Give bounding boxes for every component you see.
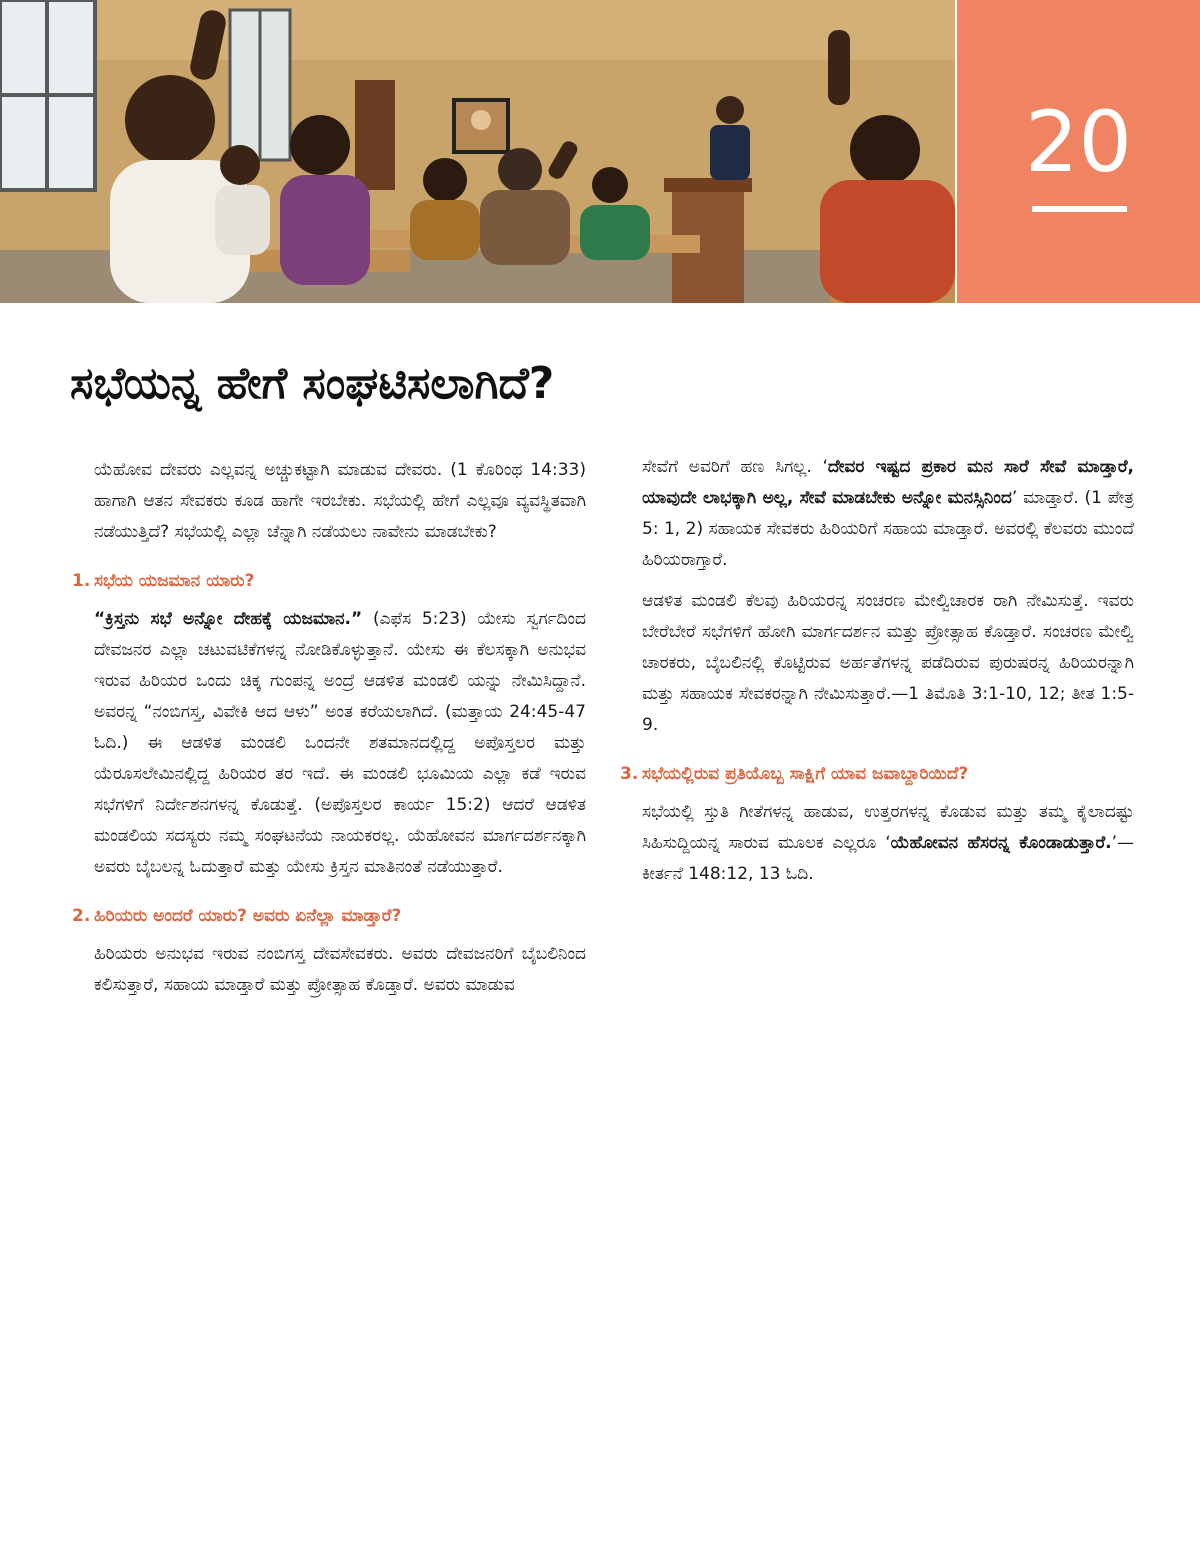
answer-text: ಸಭೆಯಲ್ಲಿ ಸ್ತುತಿ ಗೀತೆಗಳನ್ನ ಹಾಡುವ, ಉತ್ತರಗಳನ್ನ ಕೊಡುವ ಮತ್ತು ತಮ್ಮ ಕೈಲಾದಷ್ಟು ಸಿಹಿಸುದ್ದಿಯನ್ನ ಸಾರುವ ಮೂಲಕ ಎಲ್ಲರೂ ‘ bbox=[642, 802, 1134, 853]
answer-paragraph-2: ಹಿರಿಯರು ಅನುಭವ ಇರುವ ನಂಬಿಗಸ್ತ ದೇವಸೇವಕರು. ಅವರು ದೇವಜನರಿಗೆ ಬೈಬಲಿನಿಂದ ಕಲಿಸುತ್ತಾರೆ, ಸಹಾಯ ಮಾಡ್ತಾರೆ ಮತ್ತು ಪ್ರೋತ್ಸಾಹ ಕೊಡ್ತಾರೆ. ಅವರು ಮಾಡುವ bbox=[94, 944, 586, 995]
answer-text: ಸೇವೆಗೆ ಅವರಿಗೆ ಹಣ ಸಿಗಲ್ಲ. ‘ bbox=[642, 457, 828, 477]
question-text: ಹಿರಿಯರು ಅಂದರೆ ಯಾರು? ಅವರು ಏನೆಲ್ಲಾ ಮಾಡ್ತಾರೆ? bbox=[94, 906, 402, 926]
lesson-number-box bbox=[957, 0, 1200, 303]
left-column bbox=[72, 455, 586, 1011]
question-heading-3 bbox=[620, 759, 1134, 789]
question-heading-2 bbox=[72, 901, 586, 931]
scripture-quote: ದೇವರ ಇಷ್ಟದ ಪ್ರಕಾರ ಮನ ಸಾರೆ ಸೇವೆ ಮಾಡ್ತಾರೆ, ಯಾವುದೇ ಲಾಭಕ್ಕಾಗಿ ಅಲ್ಲ, ಸೇವೆ ಮಾಡಬೇಕು ಅನ್ನೋ ಮನಸ್ಸಿನಿಂದ bbox=[642, 457, 1134, 508]
scripture-quote: “ಕ್ರಿಸ್ತನು ಸಭೆ ಅನ್ನೋ ದೇಹಕ್ಕೆ ಯಜಮಾನ.” bbox=[94, 609, 363, 629]
question-heading-1 bbox=[72, 566, 586, 596]
answer-text: ’ ಮಾಡ್ತಾರೆ. (1 ಪೇತ್ರ 5: 1, 2) ಸಹಾಯಕ ಸೇವಕರು ಹಿರಿಯರಿಗೆ ಸಹಾಯ ಮಾಡ್ತಾರೆ. ಅವರಲ್ಲಿ ಕೆಲವರು ಮುಂದೆ ಹಿರಿಯರಾಗ್ತಾರೆ. bbox=[642, 488, 1135, 570]
lesson-number-underline bbox=[1032, 206, 1127, 212]
page-title: ಸಭೆಯನ್ನ ಹೇಗೆ ಸಂಘಟಿಸಲಾಗಿದೆ? bbox=[70, 358, 555, 409]
answer-text: ’—ಕೀರ್ತನೆ 148:12, 13 ಓದಿ. bbox=[642, 833, 1134, 884]
question-number: 3. bbox=[620, 764, 639, 784]
right-column bbox=[620, 452, 1134, 900]
answer-paragraph-1 bbox=[72, 604, 586, 883]
lesson-number: 20 bbox=[1025, 93, 1132, 191]
question-number: 1. bbox=[72, 571, 91, 591]
answer-paragraph-2-continued bbox=[620, 452, 1134, 576]
question-number: 2. bbox=[72, 906, 91, 926]
question-text: ಸಭೆಯ ಯಜಮಾನ ಯಾರು? bbox=[94, 571, 255, 591]
hero-photo bbox=[0, 0, 955, 303]
answer-paragraph-3 bbox=[620, 797, 1134, 890]
scripture-quote: ಯೆಹೋವನ ಹೆಸರನ್ನ ಕೊಂಡಾಡುತ್ತಾರೆ. bbox=[890, 833, 1112, 853]
answer-text: (ಎಫೆಸ 5:23) ಯೇಸು ಸ್ವರ್ಗದಿಂದ ದೇವಜನರ ಎಲ್ಲಾ ಚಟುವಟಿಕೆಗಳನ್ನ ನೋಡಿಕೊಳ್ಳುತ್ತಾನೆ. ಯೇಸು ಈ ಕೆಲಸಕ್ಕಾಗಿ ಅನುಭವ ಇರುವ ಹಿರಿಯರ ಒಂದು ಚಿಕ್ಕ ಗುಂಪನ್ನ ಅಂದ್ರೆ ಆಡಳಿತ ಮಂಡಲಿ ಯನ್ನು ನೇಮಿಸಿದ್ದಾನೆ. ಅವರನ್ನ “ನಂಬಿಗಸ್ತ, ವಿವೇಕಿ ಆದ ಆಳು” ಅಂತ ಕರೆಯಲಾಗಿದೆ. (ಮತ್ತಾಯ 24:45-47 ಓದಿ.) ಈ ಆಡಳಿತ ಮಂಡಲಿ ಒಂದನೇ ಶತಮಾನದಲ್ಲಿದ್ದ ಅಪೊಸ್ತಲರ ಮತ್ತು ಯೆರೂಸಲೇಮಿನಲ್ಲಿದ್ದ ಹಿರಿಯರ ತರ ಇದೆ. ಈ ಮಂಡಲಿ ಭೂಮಿಯ ಎಲ್ಲಾ ಕಡೆ ಇರುವ ಸಭೆಗಳಿಗೆ ನಿರ್ದೇಶನಗಳನ್ನ ಕೊಡುತ್ತೆ. (ಅಪೊಸ್ತಲರ ಕಾರ್ಯ 15:2) ಆದರೆ ಆಡಳಿತ ಮಂಡಲಿಯ ಸದಸ್ಯರು ನಮ್ಮ ಸಂಘಟನೆಯ ನಾಯಕರಲ್ಲ. ಯೆಹೋವನ ಮಾರ್ಗದರ್ಶನಕ್ಕಾಗಿ ಅವರು ಬೈಬಲನ್ನ ಓದುತ್ತಾರೆ ಮತ್ತು ಯೇಸು ಕ್ರಿಸ್ತನ ಮಾತಿನಂತೆ ನಡೆಯುತ್ತಾರೆ. bbox=[94, 609, 586, 877]
question-text: ಸಭೆಯಲ್ಲಿರುವ ಪ್ರತಿಯೊಬ್ಬ ಸಾಕ್ಷಿಗೆ ಯಾವ ಜವಾಬ್ದಾರಿಯಿದೆ? bbox=[642, 764, 969, 784]
answer-paragraph-2b: ಆಡಳಿತ ಮಂಡಲಿ ಕೆಲವು ಹಿರಿಯರನ್ನ ಸಂಚರಣ ಮೇಲ್ವಿಚಾರಕ ರಾಗಿ ನೇಮಿಸುತ್ತೆ. ಇವರು ಬೇರೆಬೇರೆ ಸಭೆಗಳಿಗೆ ಹೋಗಿ ಮಾರ್ಗದರ್ಶನ ಮತ್ತು ಪ್ರೋತ್ಸಾಹ ಕೊಡ್ತಾರೆ. ಸಂಚರಣ ಮೇಲ್ವಿ ಚಾರಕರು, ಬೈಬಲಿನಲ್ಲಿ ಕೊಟ್ಟಿರುವ ಅರ್ಹತೆಗಳನ್ನ ಪಡೆದಿರುವ ಪುರುಷರನ್ನ ಹಿರಿಯರನ್ನಾಗಿ ಮತ್ತು ಸಹಾಯಕ ಸೇವಕರನ್ನಾಗಿ ನೇಮಿಸುತ್ತಾರೆ.—1 ತಿಮೊತಿ 3:1-10, 12; ತೀತ 1:5-9. bbox=[642, 591, 1134, 735]
intro-paragraph: ಯೆಹೋವ ದೇವರು ಎಲ್ಲವನ್ನ ಅಚ್ಚುಕಟ್ಟಾಗಿ ಮಾಡುವ ದೇವರು. (1 ಕೊರಿಂಥ 14:33) ಹಾಗಾಗಿ ಆತನ ಸೇವಕರು ಕೂಡ ಹಾಗೇ ಇರಬೇಕು. ಸಭೆಯಲ್ಲಿ ಹೇಗೆ ಎಲ್ಲವೂ ವ್ಯವಸ್ಥಿತವಾಗಿ ನಡೆಯುತ್ತಿದೆ? ಸಭೆಯಲ್ಲಿ ಎಲ್ಲಾ ಚೆನ್ನಾಗಿ ನಡೆಯಲು ನಾವೇನು ಮಾಡಬೇಕು? bbox=[94, 460, 586, 542]
